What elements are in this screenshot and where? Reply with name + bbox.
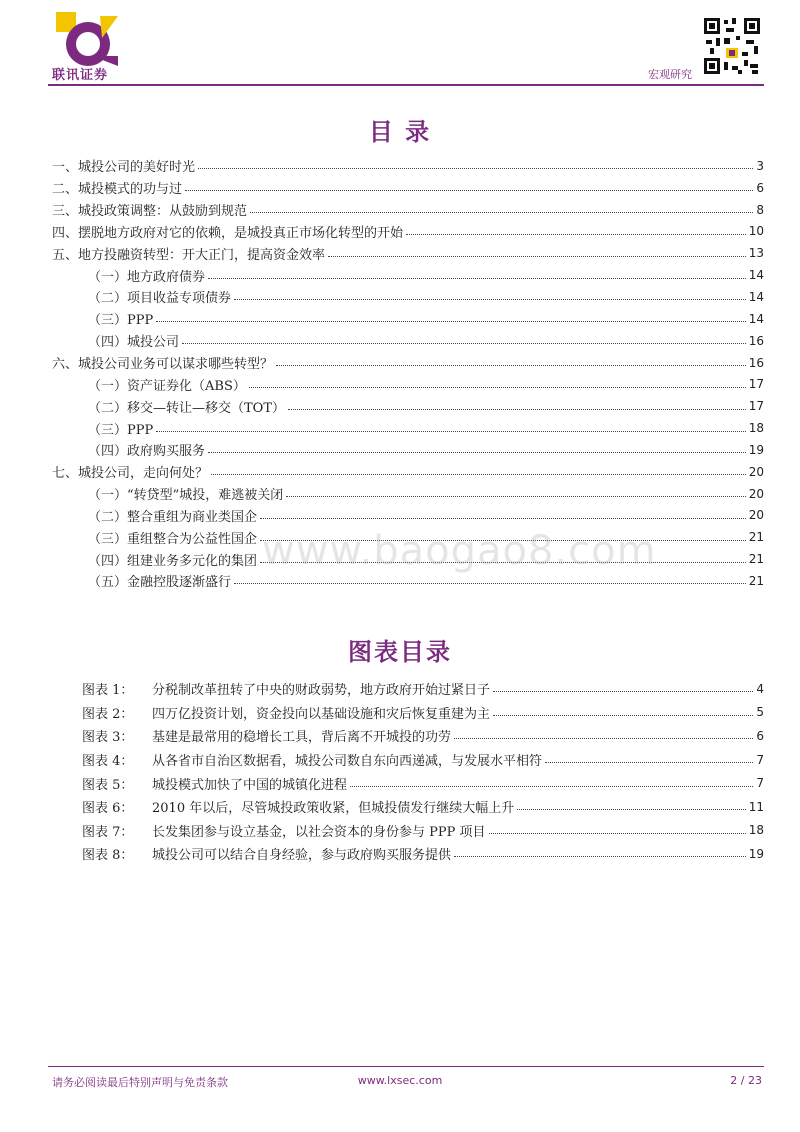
toc-entry-label: （四）政府购买服务: [88, 444, 206, 460]
toc-entry-label: 四、摆脱地方政府对它的依赖，是城投真正市场化转型的开始: [52, 225, 404, 241]
page-number: 5: [756, 705, 764, 720]
toc-entry-label: 六、城投公司业务可以谋求哪些转型？: [52, 357, 274, 373]
leader-dots: [198, 168, 753, 169]
toc-entry-label: 一、城投公司的美好时光: [52, 160, 196, 176]
toc-entry-label: （五）金融控股逐渐盛行: [88, 575, 232, 591]
page-number: 16: [748, 333, 764, 348]
leader-dots: [182, 343, 746, 344]
leader-dots: [328, 256, 746, 257]
toc-entry[interactable]: [52, 242, 764, 264]
toc-entry-label: （四）组建业务多元化的集团: [88, 553, 258, 569]
qr-code-icon: [702, 16, 762, 76]
figure-number: 图表 2：: [82, 706, 134, 722]
figure-number: 图表 3：: [82, 730, 134, 746]
figure-entry[interactable]: [82, 701, 764, 725]
footer-page-indicator: 2 / 23: [730, 1074, 762, 1087]
leader-dots: [250, 212, 753, 213]
page-number: 19: [748, 442, 764, 457]
leader-dots: [234, 583, 746, 584]
figure-entry[interactable]: [82, 748, 764, 772]
leader-dots: [260, 518, 746, 519]
figure-entry[interactable]: [82, 819, 764, 843]
toc-entry-label: （一）地方政府债券: [88, 269, 206, 285]
toc-entry[interactable]: [52, 286, 764, 308]
page-number: 19: [748, 846, 764, 861]
toc-title: 目 录: [368, 118, 432, 146]
figure-entry[interactable]: [82, 724, 764, 748]
leader-dots: [208, 278, 746, 279]
toc-entry[interactable]: [52, 352, 764, 374]
header-divider: [48, 84, 764, 86]
toc-entry[interactable]: [52, 373, 764, 395]
footer-divider: [48, 1066, 764, 1067]
figure-label: 长发集团参与设立基金，以社会资本的身份参与 PPP 项目: [152, 824, 486, 840]
figure-entry[interactable]: [82, 795, 764, 819]
page-number: 21: [748, 573, 764, 588]
leader-dots: [234, 299, 746, 300]
leader-dots: [156, 431, 745, 432]
leader-dots: [286, 496, 745, 497]
watermark: www.baogao8.com: [262, 528, 657, 574]
page-number: 7: [756, 776, 764, 791]
toc-entry[interactable]: [52, 417, 764, 439]
page-number: 10: [748, 224, 764, 239]
leader-dots: [493, 715, 753, 716]
figure-label: 2010 年以后，尽管城投政策收紧，但城投债发行继续大幅上升: [152, 801, 515, 817]
footer-website[interactable]: www.lxsec.com: [357, 1074, 443, 1087]
leader-dots: [454, 738, 753, 739]
figure-number: 图表 1：: [82, 683, 134, 699]
leader-dots: [350, 786, 753, 787]
leader-dots: [211, 474, 746, 475]
page-number: 4: [756, 681, 764, 696]
leader-dots: [156, 321, 745, 322]
figures-title: 图表目录: [348, 638, 452, 666]
page-number: 18: [748, 823, 764, 838]
figure-label: 四万亿投资计划，资金投向以基础设施和灾后恢复重建为主: [152, 706, 491, 722]
page-number: 20: [748, 464, 764, 479]
page-number: 14: [748, 311, 764, 326]
page-number: 6: [756, 728, 764, 743]
leader-dots: [545, 762, 753, 763]
toc-entry-label: （一）资产证券化（ABS）: [88, 378, 246, 394]
figure-label: 从各省市自治区数据看，城投公司数自东向西递减，与发展水平相符: [152, 754, 543, 770]
leader-dots: [276, 365, 746, 366]
leader-dots: [249, 387, 746, 388]
toc-entry-label: （三）重组整合为公益性国企: [88, 531, 258, 547]
leader-dots: [185, 190, 753, 191]
leader-dots: [406, 234, 746, 235]
toc-entry-label: 五、地方投融资转型：开大正门，提高资金效率: [52, 247, 326, 263]
page-number: 17: [748, 399, 764, 414]
figure-label: 城投公司可以结合自身经验，参与政府购买服务提供: [152, 848, 452, 864]
toc-entry[interactable]: [52, 177, 764, 199]
toc-entry[interactable]: [52, 461, 764, 483]
page-number: 13: [748, 246, 764, 261]
toc-entry[interactable]: [52, 483, 764, 505]
toc-entry[interactable]: [52, 505, 764, 527]
figure-entry[interactable]: [82, 677, 764, 701]
page-number: 14: [748, 268, 764, 283]
toc-entry-label: （三）PPP: [88, 422, 154, 438]
toc-entry[interactable]: [52, 199, 764, 221]
leader-dots: [489, 833, 746, 834]
page-number: 21: [748, 530, 764, 545]
toc-entry[interactable]: [52, 155, 764, 177]
toc-entry[interactable]: [52, 395, 764, 417]
page-header: [0, 0, 800, 90]
page-number: 20: [748, 486, 764, 501]
figures-list: [82, 677, 764, 866]
leader-dots: [208, 452, 746, 453]
leader-dots: [493, 691, 753, 692]
figure-entry[interactable]: [82, 771, 764, 795]
toc-entry-label: （二）整合重组为商业类国企: [88, 509, 258, 525]
toc-entry[interactable]: [52, 264, 764, 286]
page-number: 7: [756, 752, 764, 767]
page-number: 21: [748, 552, 764, 567]
page-number: 16: [748, 355, 764, 370]
figure-number: 图表 7：: [82, 824, 134, 840]
page-number: 6: [756, 180, 764, 195]
figure-entry[interactable]: [82, 842, 764, 866]
page-number: 14: [748, 289, 764, 304]
page-number: 11: [748, 799, 764, 814]
toc-entry-label: （二）移交—转让—移交（TOT）: [88, 400, 285, 416]
toc-entry-label: 二、城投模式的功与过: [52, 182, 183, 198]
page-number: 18: [748, 421, 764, 436]
figure-label: 城投模式加快了中国的城镇化进程: [152, 777, 348, 793]
section-label: 宏观研究: [648, 68, 692, 81]
toc-entry[interactable]: [52, 221, 764, 243]
leader-dots: [517, 809, 746, 810]
toc-entry[interactable]: [52, 330, 764, 352]
figure-number: 图表 5：: [82, 777, 134, 793]
figure-number: 图表 6：: [82, 801, 134, 817]
toc-entry-label: （四）城投公司: [88, 335, 180, 351]
leader-dots: [454, 856, 746, 857]
page-number: 8: [756, 202, 764, 217]
page-number: 20: [748, 508, 764, 523]
footer-disclaimer: 请务必阅读最后特别声明与免责条款: [52, 1076, 228, 1089]
toc-entry-label: 三、城投政策调整：从鼓励到规范: [52, 204, 248, 220]
toc-entry-label: （二）项目收益专项债券: [88, 291, 232, 307]
page-number: 3: [756, 158, 764, 173]
toc-entry[interactable]: [52, 308, 764, 330]
company-name: 联讯证券: [52, 68, 109, 83]
figure-number: 图表 4：: [82, 754, 134, 770]
toc-entry-label: 七、城投公司，走向何处？: [52, 466, 209, 482]
toc-entry[interactable]: [52, 439, 764, 461]
figure-label: 基建是最常用的稳增长工具，背后离不开城投的功劳: [152, 730, 452, 746]
toc-entry-label: （三）PPP: [88, 313, 154, 329]
figure-label: 分税制改革扭转了中央的财政弱势，地方政府开始过紧日子: [152, 683, 491, 699]
toc-entry-label: （一）“转贷型”城投，难逃被关闭: [88, 488, 284, 504]
page-number: 17: [748, 377, 764, 392]
figure-number: 图表 8：: [82, 848, 134, 864]
toc-list: [52, 155, 764, 592]
leader-dots: [288, 409, 746, 410]
